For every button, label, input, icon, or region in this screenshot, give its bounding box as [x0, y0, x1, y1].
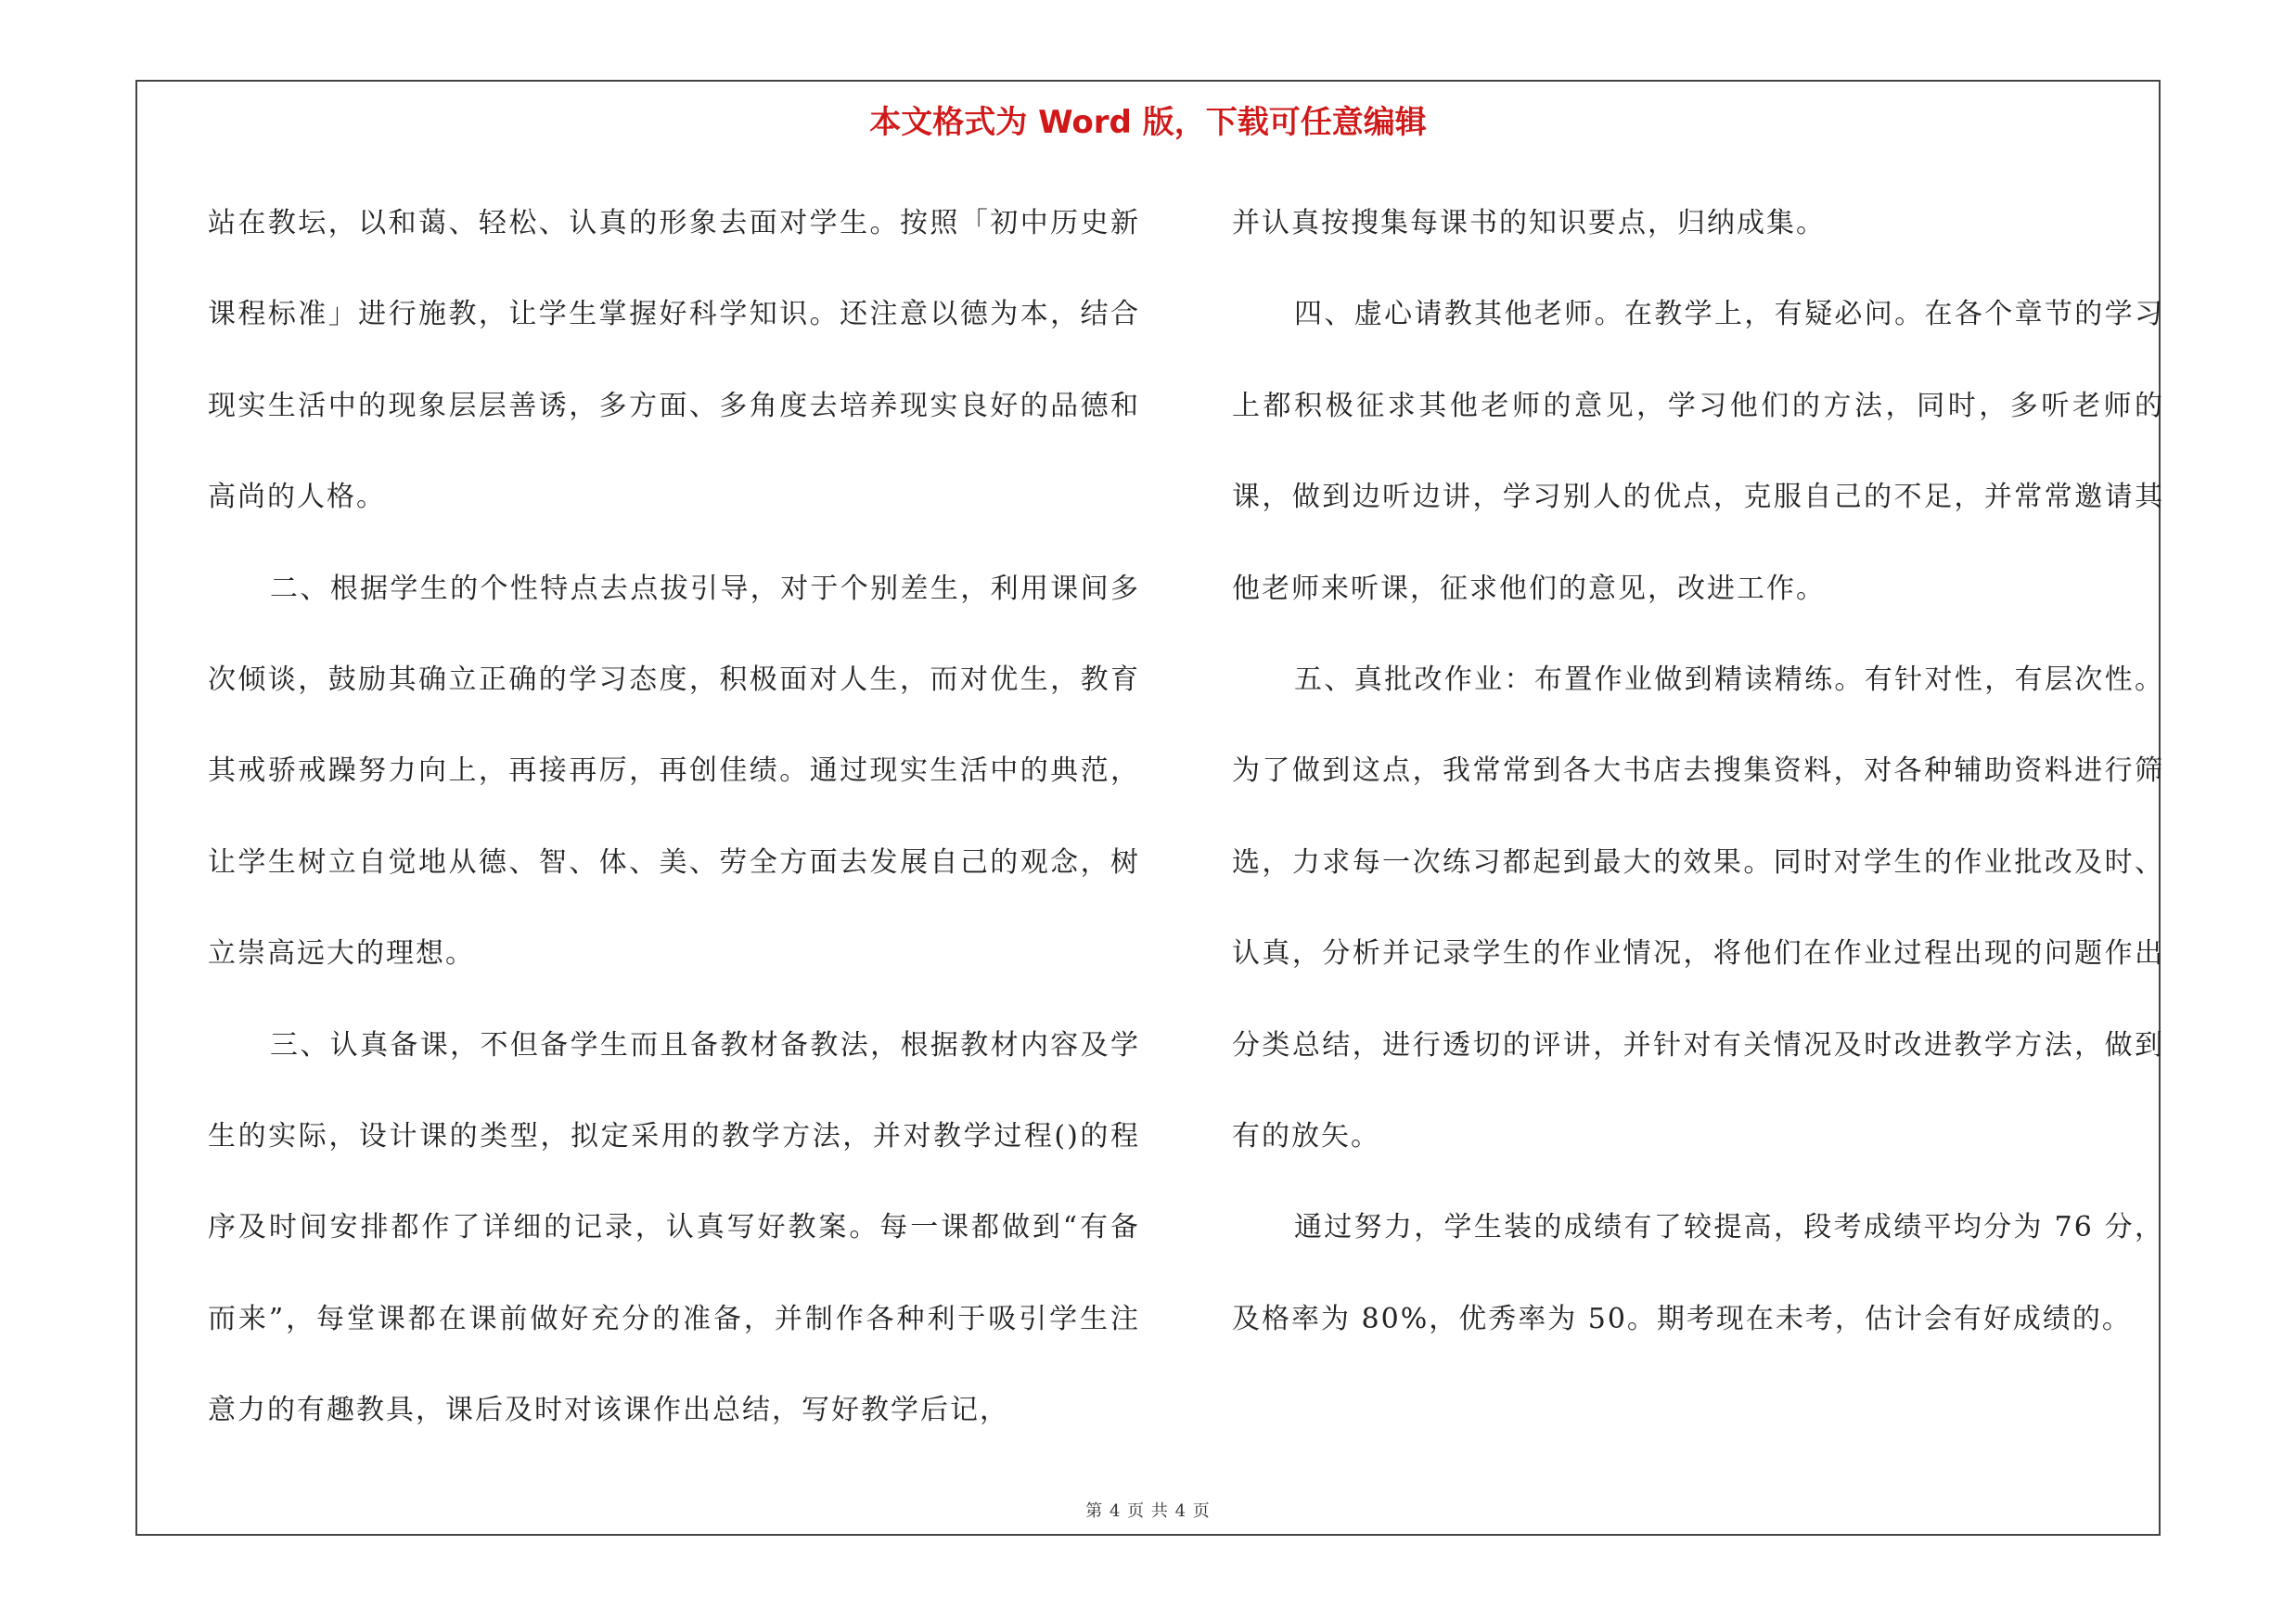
- document-page: [135, 80, 2164, 1536]
- paragraph: 站在教坛，以和蔼、轻松、认真的形象去面对学生。按照「初中历史新课程标准」进行施教，让学生掌握好科学知识。还注意以德为本，结合现实生活中的现象层层善诱，多方面、多角度去培养现实良好的品德和高尚的人格。: [208, 207, 1140, 514]
- paragraph: 通过努力，学生装的成绩有了较提高，段考成绩平均分为 76 分，及格率为 80%，优秀率为 50。期考现在未考，估计会有好成绩的。: [1232, 1211, 2164, 1335]
- left-column: [208, 178, 1140, 1457]
- page-number: 第 4 页 共 4 页: [1085, 1501, 1211, 1521]
- format-banner: 本文格式为 Word 版，下载可任意编辑: [869, 104, 1427, 141]
- paragraph: 五、真批改作业：布置作业做到精读精练。有针对性，有层次性。为了做到这点，我常常到各大书店去搜集资料，对各种辅助资料进行筛选，力求每一次练习都起到最大的效果。同时对学生的作业批改及时、认真，分析并记录学生的作业情况，将他们在作业过程出现的问题作出分类总结，进行透切的评讲，并针对有关情况及时改进教学方法，做到有的放矢。: [1232, 663, 2164, 1153]
- right-column: [1232, 178, 2164, 1365]
- paragraph: 并认真按搜集每课书的知识要点，归纳成集。: [1232, 207, 1826, 239]
- paragraph: 三、认真备课，不但备学生而且备教材备教法，根据教材内容及学生的实际，设计课的类型，拟定采用的教学方法，并对教学过程()的程序及时间安排都作了详细的记录，认真写好教案。每一课都做到“有备而来”，每堂课都在课前做好充分的准备，并制作各种利于吸引学生注意力的有趣教具，课后及时对该课作出总结，写好教学后记，: [208, 1028, 1140, 1427]
- paragraph: 四、虚心请教其他老师。在教学上，有疑必问。在各个章节的学习上都积极征求其他老师的意见，学习他们的方法，同时，多听老师的课，做到边听边讲，学习别人的优点，克服自己的不足，并常常邀请其他老师来听课，征求他们的意见，改进工作。: [1232, 298, 2164, 605]
- paragraph: 二、根据学生的个性特点去点拔引导，对于个别差生，利用课间多次倾谈，鼓励其确立正确的学习态度，积极面对人生，而对优生，教育其戒骄戒躁努力向上，再接再厉，再创佳绩。通过现实生活中的典范，让学生树立自觉地从德、智、体、美、劳全方面去发展自己的观念，树立崇高远大的理想。: [208, 572, 1140, 971]
